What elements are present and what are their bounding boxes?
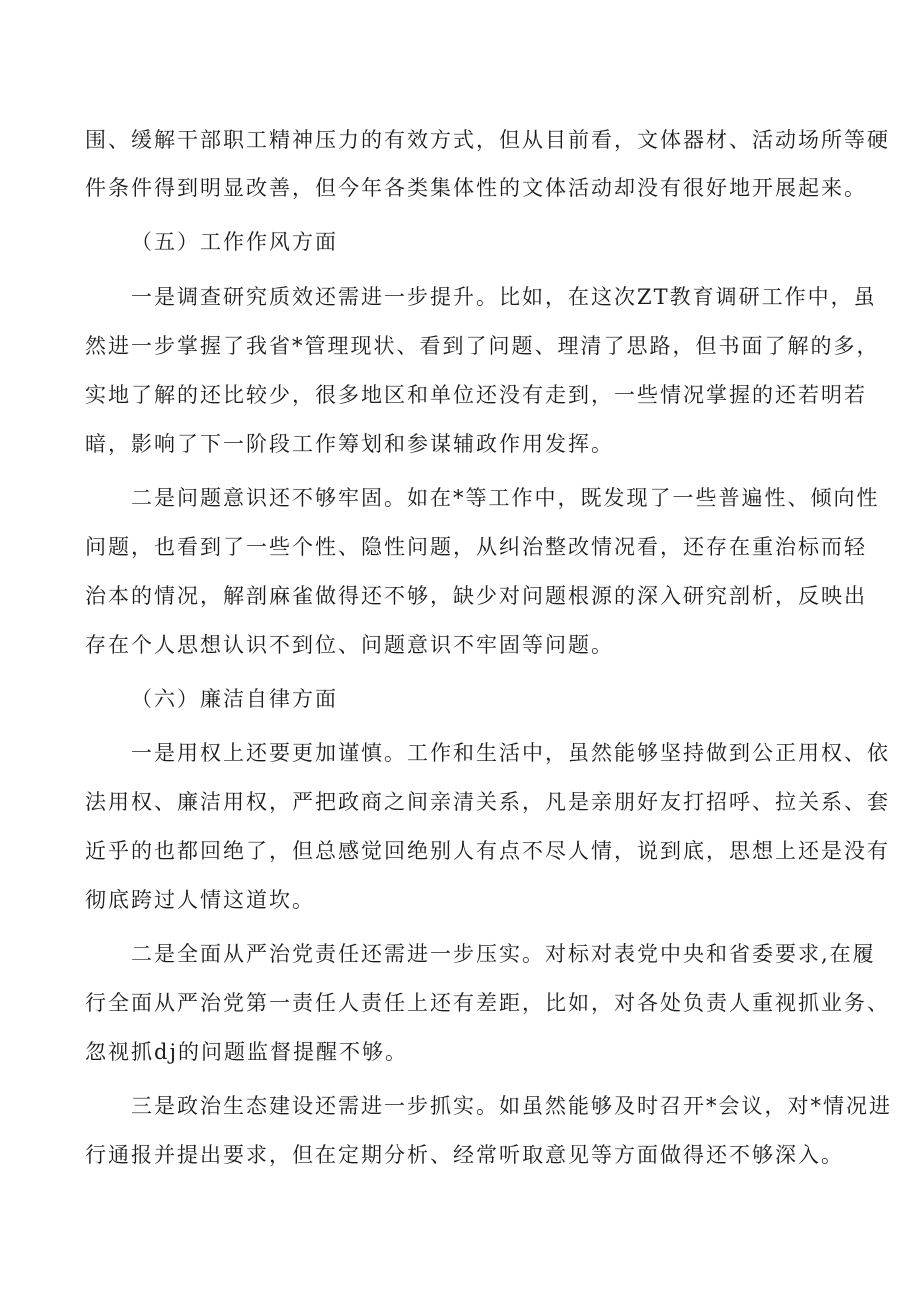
paragraph-line: 行通报并提出要求，但在定期分析、经常听取意见等方面做得还不够深入。 — [85, 1143, 844, 1167]
paragraph-line: 彻底跨过人情这道坎。 — [85, 888, 315, 912]
paragraph-line: 一是调查研究质效还需进一步提升。比如，在这次ZT教育调研工作中，虽 — [131, 285, 877, 309]
paragraph-line: 忽视抓dj的问题监督提醒不够。 — [85, 1040, 408, 1064]
paragraph-line: 问题，也看到了一些个性、隐性问题，从纠治整改情况看，还存在重治标而轻 — [85, 535, 867, 559]
section-heading-work-style: （五）工作作风方面 — [131, 230, 338, 254]
paragraph-line: 件条件得到明显改善，但今年各类集体性的文体活动却没有很好地开展起来。 — [85, 176, 867, 200]
paragraph-line: 法用权、廉洁用权，严把政商之间亲清关系，凡是亲朋好友打招呼、拉关系、套 — [85, 790, 890, 814]
paragraph-line: 存在个人思想认识不到位、问题意识不牢固等问题。 — [85, 633, 614, 657]
paragraph-line: 近乎的也都回绝了，但总感觉回绝别人有点不尽人情，说到底，思想上还是没有 — [85, 839, 890, 863]
paragraph-line: 二是问题意识还不够牢固。如在*等工作中，既发现了一些普遍性、倾向性 — [131, 486, 880, 510]
paragraph-line: 暗，影响了下一阶段工作筹划和参谋辅政作用发挥。 — [85, 432, 614, 456]
paragraph-line: 实地了解的还比较少，很多地区和单位还没有走到，一些情况掌握的还若明若 — [85, 383, 867, 407]
paragraph-line: 然进一步掌握了我省*管理现状、看到了问题、理清了思路，但书面了解的多， — [85, 334, 880, 358]
paragraph-line: 一是用权上还要更加谨慎。工作和生活中，虽然能够坚持做到公正用权、依 — [131, 741, 890, 765]
paragraph-line: 三是政治生态建设还需进一步抓实。如虽然能够及时召开*会议，对*情况进 — [131, 1094, 892, 1118]
section-heading-integrity: （六）廉洁自律方面 — [131, 687, 338, 711]
paragraph-line: 围、缓解干部职工精神压力的有效方式，但从目前看，文体器材、活动场所等硬 — [85, 128, 890, 152]
paragraph-line: 二是全面从严治党责任还需进一步压实。对标对表党中央和省委要求,在履 — [131, 942, 876, 966]
paragraph-line: 治本的情况，解剖麻雀做得还不够，缺少对问题根源的深入研究剖析，反映出 — [85, 584, 867, 608]
paragraph-line: 行全面从严治党第一责任人责任上还有差距，比如，对各处负责人重视抓业务、 — [85, 991, 890, 1015]
